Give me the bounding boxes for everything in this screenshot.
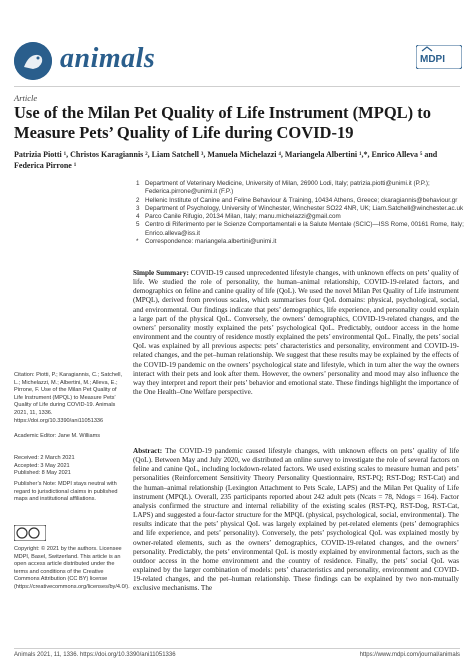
publication-dates xyxy=(14,455,124,478)
journal-name: animals xyxy=(60,43,156,74)
academic-editor: Academic Editor: Jane M. Williams xyxy=(14,433,101,439)
affiliation-item: 2 Hellenic Institute of Canine and Feline Behaviour & Training, 10434 Athens, Greece; ckaragiannis@behaviour.gr xyxy=(136,196,458,204)
publisher-logo xyxy=(416,45,462,69)
footer-divider xyxy=(14,648,460,649)
affiliation-item: 4 Parco Canile Rifugio, 20134 Milan, Italy; manu.michelazzi@gmail.com xyxy=(136,213,341,221)
received-date: Received: 2 March 2021 xyxy=(14,455,75,461)
cc-by-license-icon[interactable] xyxy=(14,525,46,541)
affiliation-item: 5 Centro di Riferimento per le Scienze Comportamentali e la Salute Mentale (SCIC)—ISS Rome, 00161 Rome, Italy; Enrico.alleva@iss.it xyxy=(136,221,464,237)
journal-logo-icon xyxy=(14,42,52,80)
abstract-label: Abstract: xyxy=(133,447,163,455)
author-list: Patrizia Piotti ¹, Christos Karagiannis ², Liam Satchell ³, Manuela Michelazzi ⁴, Mariangela Albertini ¹,*, Enrico Alleva ⁵ and Federica Pirrone ¹ xyxy=(14,150,438,170)
simple-summary xyxy=(133,269,459,397)
accepted-date: Accepted: 3 May 2021 xyxy=(14,462,70,469)
publisher-note: Publisher’s Note: MDPI stays neutral with regard to jurisdictional claims in published maps and institutional affiliations. xyxy=(14,481,118,503)
affiliation-item: 3 Department of Psychology, University of Winchester, Winchester SO22 4NR, UK; Liam.Satchell@winchester.ac.uk xyxy=(136,204,464,212)
affiliation-item: 1 Department of Veterinary Medicine, University of Milan, 26900 Lodi, Italy; patrizia.piotti@unimi.it (P.P.); Federica.pirrone@unimi.it (F.P.) xyxy=(136,180,430,196)
citation-block: Citation: Piotti, P.; Karagiannis, C.; Satchell, L.; Michelazzi, M.; Albertini, M.; Alleva, E.; Pirrone, F. Use of the Milan Pet Quality of Life Instrument (MPQL) to Measure Pets’ Quality of Life during COVID-19. Animals 2021, 11, 1336. https://doi.org/10.3390/ani11051336 xyxy=(14,372,123,424)
simple-summary-label: Simple Summary: xyxy=(133,269,189,277)
journal-link[interactable]: https://www.mdpi.com/journal/animals xyxy=(359,652,460,658)
article-title: Use of the Milan Pet Quality of Life Instrument (MPQL) to Measure Pets’ Quality of Life during COVID-19 xyxy=(14,103,432,142)
header-divider xyxy=(14,86,460,87)
published-date: Published: 8 May 2021 xyxy=(14,470,71,477)
footer-citation: Animals 2021, 11, 1336. https://doi.org/10.3390/ani11051336 xyxy=(14,652,176,658)
correspondence: * Correspondence: mariangela.albertini@unimi.it xyxy=(136,238,277,246)
abstract xyxy=(133,447,459,594)
abstract-text: The COVID-19 pandemic caused lifestyle changes, with unknown effects on pets’ quality of life (QoL). Between May and July 2020, we distributed an online survey to investigate the role of several factors on feline and canine QoL, including lockdown-related factors. We used existing scales to measure human and pets’ personalities (Reinforcement Sensitivity Theory Personality Questionnaire, RST-PQ; RST-Dog; RST-Cat) and the human–animal relationship (Lexington Attachment to Pets Scale, LAPS) and the Milan Pet Quality of Life instrument (MPQL). Overall, 235 participants reported about 242 adult pets (Ncats = 78, Ndogs = 164). Factor analysis confirmed the structure and internal reliability of the existing scales (RST-PQ, RST-Dog, RST-Cat, LAPS) and suggested a four-factor structure for the MPQL (physical, psychological, social, environmental). The results indicate that the pets’ physical QoL was largely explained by pet-related elements (pets’ demographics and life experience, and pets’ personality). Conversely, the pets’ psychological QoL was explained mostly by owner-related elements, such as the owners’ demographics, COVID-19-related changes, and the owners’ personality. Predictably, the pets’ environmental QoL is mostly explained by environmental factors, such as the outdoor access in the home environment and the country of residence. Finally, the pets’ social QoL was explained by the larger combination of models: pets’ characteristics and personality, environment and COVID-19-related changes, and the pet–human relationship. These findings can be explained by two non-mutually exclusive mechanisms. The xyxy=(133,447,460,593)
affiliations xyxy=(136,180,466,246)
article-type: Article xyxy=(14,93,38,103)
copyright-notice: Copyright: © 2021 by the authors. Licensee MDPI, Basel, Switzerland. This article is an open access article distributed under the terms and conditions of the Creative Commons Attribution (CC BY) license (https://creativecommons.org/licenses/by/4.0/). xyxy=(14,546,130,590)
simple-summary-text: COVID-19 caused unprecedented lifestyle changes, with unknown effects on pets’ quality of life. We studied the role of personality, the human–animal relationship, COVID-19-related factors, and demographics on feline and canine quality of life (QoL). We used the novel Milan Pet Quality of Life instrument (MPQL), derived from previous scales, which summarises four QoL domains: physical, psychological, social, and environmental. Our findings indicate that pets’ demographics, life experience, and personality could explain a large part of the physical QoL. Conversely, the owners’ demographics, COVID-19-related changes, and the owners’ personality mostly explained the pets’ psychological QoL. Predictably, outdoor access in the home environment and the country of residence mostly explained the pets’ environmental QoL. Finally, the pets’ social QoL was explained by all previous aspects: pets’ characteristics and personality, environment and COVID-19-related changes, and the pet–human relationship. We suggest that these results may be explained by the effects of the COVID-19 pandemic on the owners’ psychological state and lifestyle, which in turn alter the way the owners interact with their pets and look after them. However, the owners’ personality and mood may also influence the way they interpret and report their pets’ behavior and emotional state. These findings highlight the importance of the One Health–One Welfare perspective. xyxy=(133,269,460,397)
publisher-logo-text: MDPI xyxy=(420,54,445,65)
